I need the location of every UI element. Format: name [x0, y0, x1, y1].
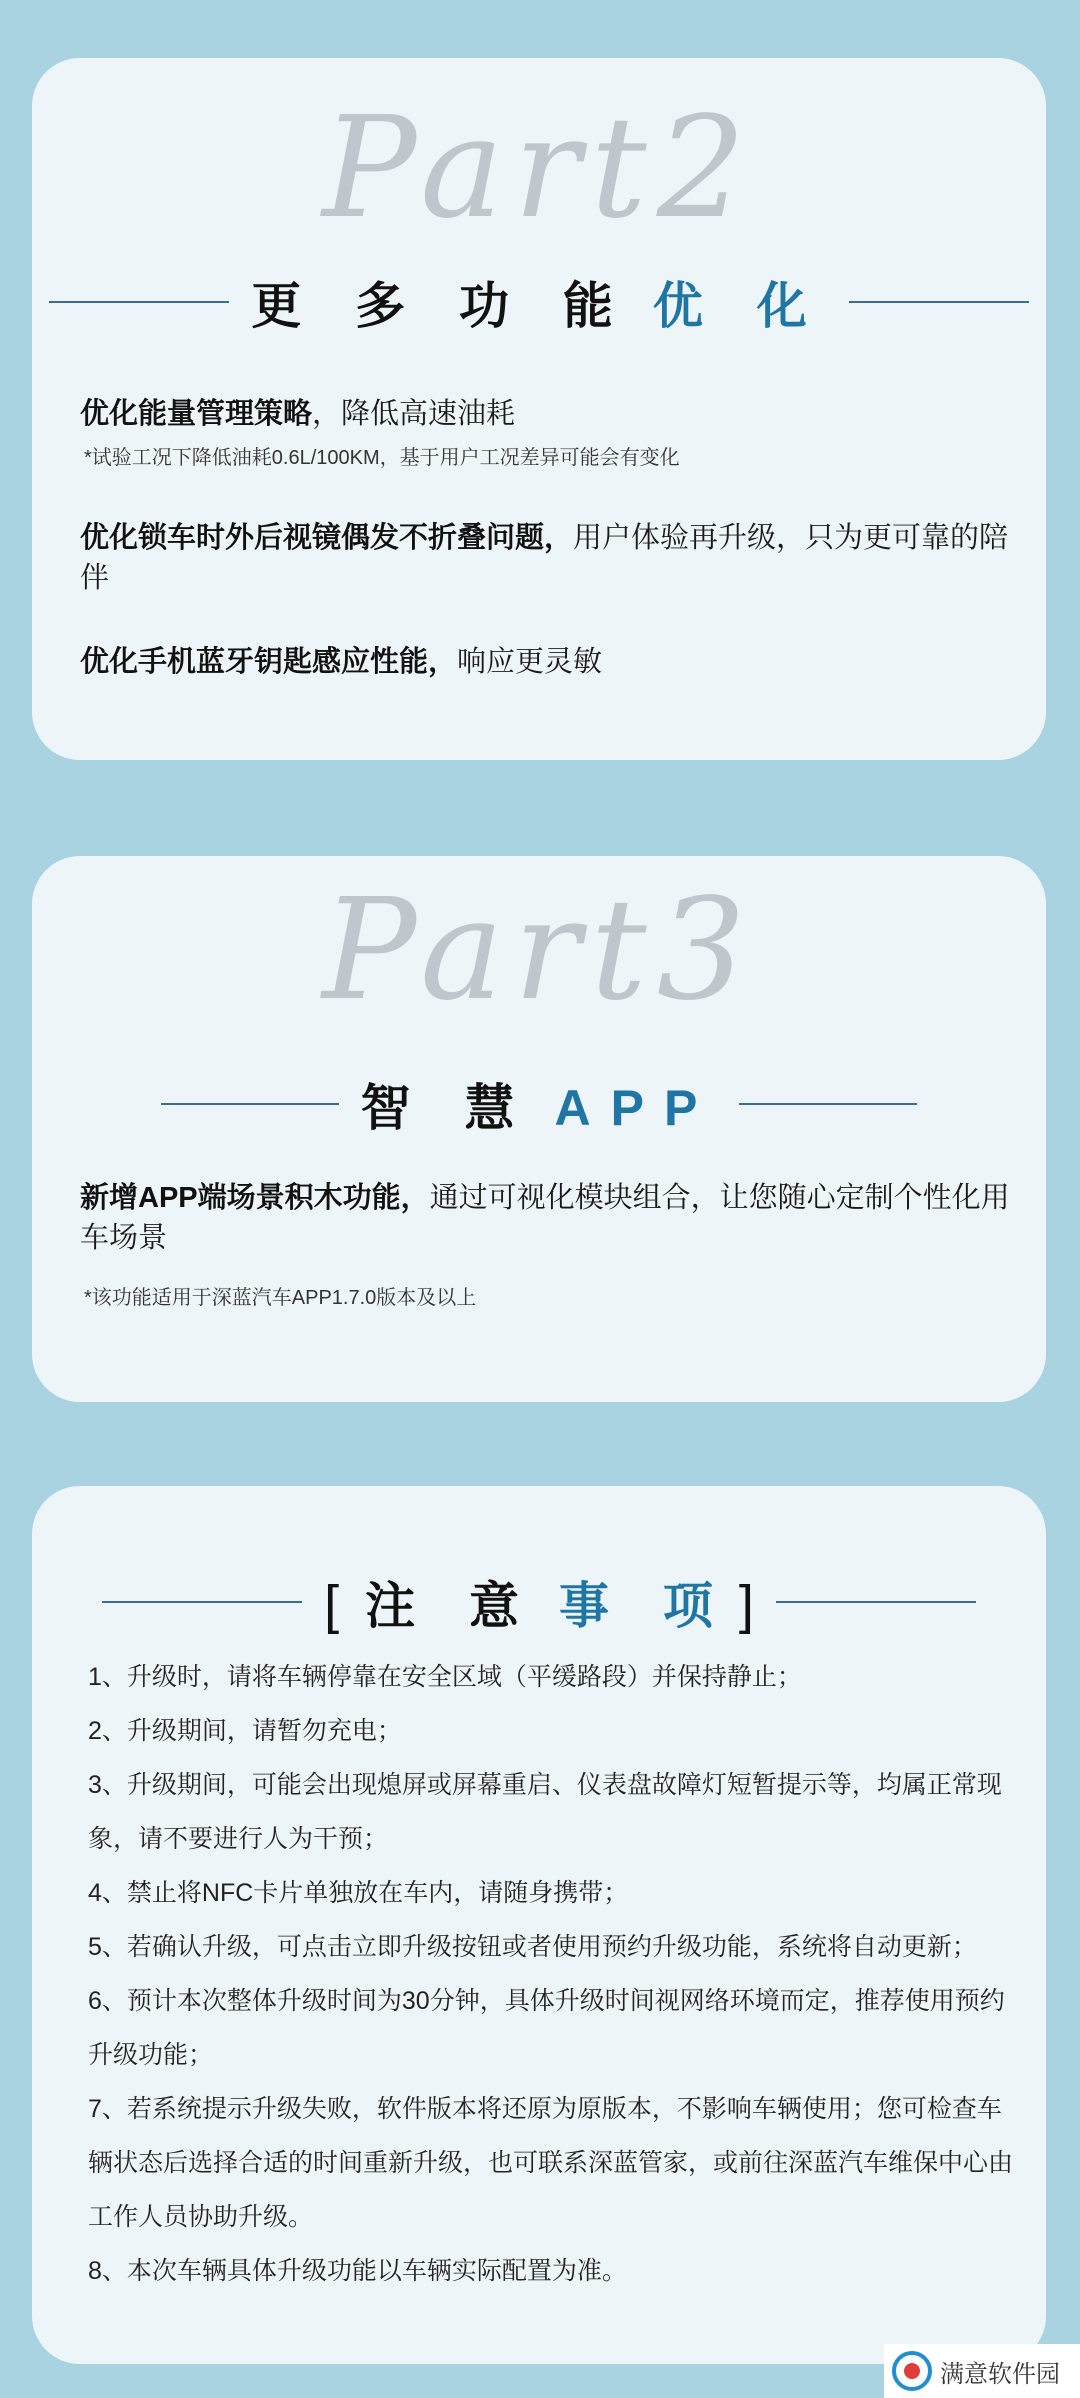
notice-item-5: 5、若确认升级，可点击立即升级按钮或者使用预约升级功能，系统将自动更新； [88, 1933, 977, 1961]
notice-heading [324, 1566, 754, 1638]
divider-right [776, 1601, 976, 1603]
part2-heading [251, 266, 827, 338]
watermark-text: 满意软件园 [940, 2359, 1060, 2388]
bracket-open: [ [324, 1575, 340, 1635]
part2-heading-row [32, 262, 1046, 342]
part2-item-1-bold: 优化能量管理策略 [80, 398, 313, 430]
divider-left [49, 301, 229, 303]
part2-item-2-text: 用户体验再升级，只为更可靠的陪伴 [80, 522, 1009, 594]
watermark [884, 2344, 1080, 2398]
part3-item [80, 1178, 1010, 1258]
part3-item-bold: 新增APP端场景积木功能， [80, 1182, 430, 1214]
part3-script-title: Part3 [322, 869, 756, 1032]
part2-item-2 [80, 518, 1010, 598]
notice-heading-blue: 事 项 [559, 1578, 733, 1634]
watermark-logo-icon [892, 2351, 932, 2391]
notice-item-4: 4、禁止将NFC卡片单独放在车内，请随身携带； [88, 1879, 629, 1907]
part3-heading-row [32, 1064, 1046, 1144]
part3-heading [361, 1068, 718, 1140]
divider-left [161, 1103, 339, 1105]
notice-heading-dark: 注 意 [365, 1578, 539, 1634]
part2-heading-blue: 优 化 [652, 278, 827, 334]
divider-right [739, 1103, 917, 1105]
part2-script-title: Part2 [322, 87, 756, 250]
notice-item-6: 6、预计本次整体升级时间为30分钟，具体升级时间视网络环境而定，推荐使用预约升级功能； [88, 1987, 1005, 2069]
part3-footnote: *该功能适用于深蓝汽车APP1.7.0版本及以上 [84, 1287, 477, 1309]
part2-card [32, 58, 1046, 760]
part2-item-1-text: ，降低高速油耗 [312, 398, 516, 430]
part2-item-3 [80, 642, 1010, 682]
part2-item-3-bold: 优化手机蓝牙钥匙感应性能， [80, 646, 458, 678]
part2-footnote: *试验工况下降低油耗0.6L/100KM，基于用户工况差异可能会有变化 [84, 447, 680, 469]
divider-left [102, 1601, 302, 1603]
part2-item-2-bold: 优化锁车时外后视镜偶发不折叠问题， [80, 522, 574, 554]
part2-item-3-text: 响应更灵敏 [457, 646, 603, 678]
part3-item-text: 通过可视化模块组合，让您随心定制个性化用车场景 [80, 1182, 1010, 1254]
notice-item-8: 8、本次车辆具体升级功能以车辆实际配置为准。 [88, 2257, 627, 2285]
notice-card [32, 1486, 1046, 2364]
bracket-close: ] [738, 1575, 754, 1635]
part3-card [32, 856, 1046, 1402]
notice-item-3: 3、升级期间，可能会出现熄屏或屏幕重启、仪表盘故障灯短暂提示等，均属正常现象，请不要进行人为干预； [88, 1771, 1002, 1853]
part2-heading-dark: 更 多 功 能 [251, 278, 633, 334]
part3-heading-dark: 智 慧 [360, 1080, 535, 1136]
divider-right [849, 301, 1029, 303]
notice-item-7: 7、若系统提示升级失败，软件版本将还原为原版本，不影响车辆使用；您可检查车辆状态后选择合适的时间重新升级，也可联系深蓝管家，或前往深蓝汽车维保中心由工作人员协助升级。 [88, 2095, 1014, 2231]
part2-item-1 [80, 394, 1010, 434]
notice-heading-row [32, 1562, 1046, 1642]
notice-item-2: 2、升级期间，请暂勿充电； [88, 1717, 402, 1745]
notice-item-1: 1、升级时，请将车辆停靠在安全区域（平缓路段）并保持静止； [88, 1663, 802, 1691]
part3-heading-blue: APP [554, 1080, 718, 1136]
